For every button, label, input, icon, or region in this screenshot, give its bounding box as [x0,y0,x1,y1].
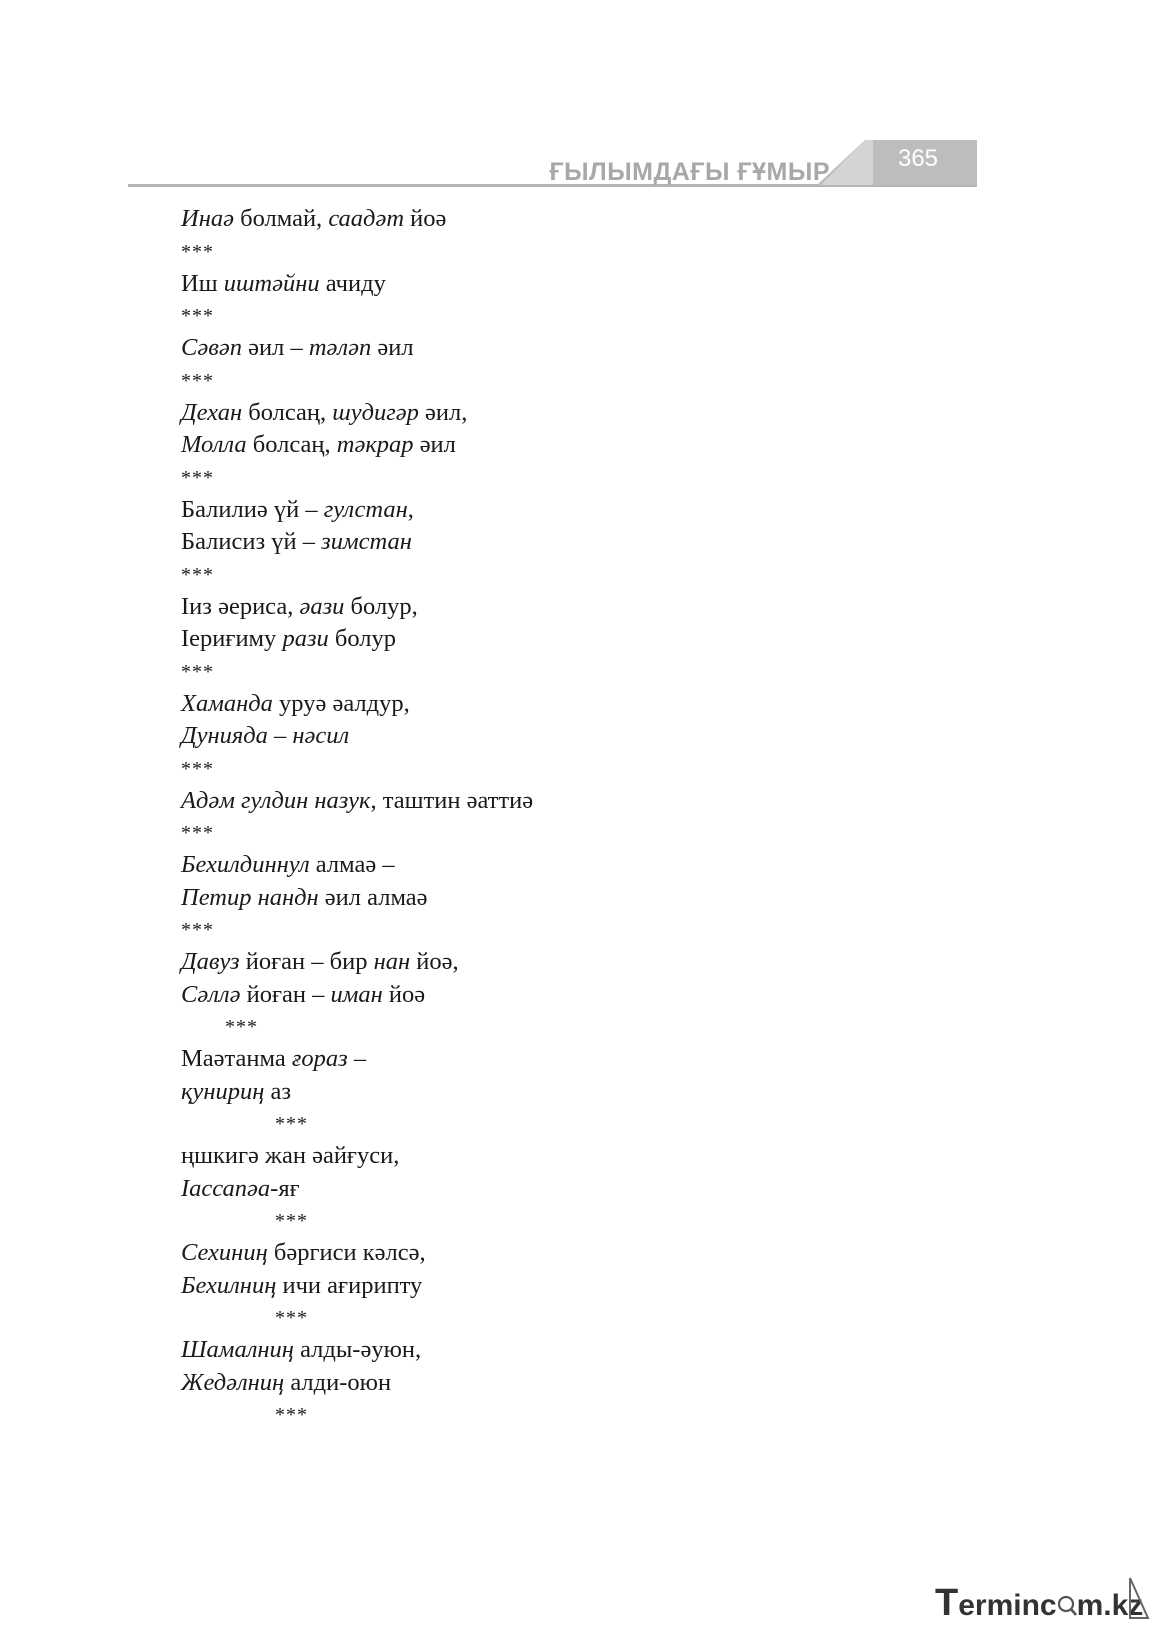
separator-stars: *** [275,1210,308,1232]
text-run: , таштин әаттиә [370,786,534,814]
proverb-line [181,979,1001,1012]
italic-word: Іассапәа [181,1174,271,1202]
separator-stars: *** [275,1113,308,1135]
separator-stars: *** [181,757,214,780]
text-run: болур, [344,592,418,620]
italic-word: Жедәлниң [181,1368,285,1396]
text-run: әил [371,334,414,361]
text-run: ңшкигә жан әайғуси, [181,1142,400,1169]
proverb-line [181,591,1001,624]
italic-word: иштәйни [223,269,320,297]
proverb-line [181,1367,1001,1400]
proverb-line [181,623,1001,656]
italic-word: рази [282,625,329,652]
sail-icon [1110,1576,1150,1620]
italic-word: зимстан [321,528,412,555]
proverb-list [181,203,1001,1431]
text-run: Маәтанма [181,1045,292,1072]
text-run: Иш [181,269,224,297]
text-run: әил алмаә [318,883,428,911]
proverb-line [181,397,1001,430]
italic-word: ғораз – [291,1045,367,1072]
italic-word: әази [299,592,345,620]
italic-word: нан [373,948,411,975]
italic-word: гулстан [323,495,408,523]
separator-stars: *** [275,1404,308,1426]
proverb-line [181,720,1001,753]
proverb-line [181,1270,1001,1303]
separator-stars: *** [181,822,214,844]
proverb-line [181,946,1001,979]
italic-word: тәкрар [336,431,414,458]
proverb-line [181,332,1001,365]
separator-stars: *** [181,369,214,392]
italic-word: Инаә [181,205,234,232]
italic-word: Сәвәп [181,334,242,361]
text-run: ачиду [319,269,386,297]
text-run: әил, [418,398,468,426]
text-run: аз [264,1077,292,1105]
separator-stars: *** [181,919,214,941]
italic-word: Шамалниң [181,1336,294,1363]
text-run: алды-әуюн, [293,1336,422,1363]
proverb-line [181,1076,1001,1109]
text-run: йоә [404,205,447,232]
proverb-line [181,785,1001,818]
italic-word: Дунияда – нәсил [181,722,350,749]
termincom-watermark [935,1582,1150,1626]
separator-stars: *** [181,466,214,489]
watermark-after: m.kz [1076,1589,1144,1622]
text-run: йоә [382,980,426,1008]
text-run: Балилиә үй – [181,495,324,523]
italic-word: қунириң [181,1077,265,1105]
italic-word: шудигәр [332,398,419,426]
text-run: Балисиз үй – [181,528,322,555]
italic-word: Хаманда [181,689,273,717]
italic-word: тәләп [308,334,372,361]
italic-word: Бехилниң [181,1271,277,1299]
text-run: болур [328,625,396,652]
proverb-line [181,526,1001,559]
proverb-line [181,494,1001,527]
text-run: алди-оюн [284,1368,392,1396]
italic-word: Бехилдиннул [181,851,310,878]
text-run: бәргиси кәлсә, [267,1239,426,1266]
proverb-line [181,1334,1001,1367]
magnifier-icon [1057,1591,1077,1611]
text-run: болсаң, [242,398,333,426]
text-run: , [407,495,414,523]
proverb-line [181,688,1001,721]
text-run: болсаң, [246,431,337,458]
separator-stars: *** [181,660,214,683]
text-run: йоған – бир [239,948,374,975]
proverb-line [181,1173,1001,1206]
separator-stars: *** [181,240,214,263]
italic-word: Петир нандн [181,883,319,911]
header-title: ҒЫЛЫМДАҒЫ ҒҰМЫР [549,158,830,186]
proverb-line [181,1043,1001,1076]
proverb-line [181,1237,1001,1270]
text-run: йоған – [240,980,331,1008]
proverb-line [181,268,1001,301]
italic-word: Сехиниң [181,1239,268,1266]
italic-word: Давуз [181,948,240,975]
text-run: әил [413,431,456,458]
italic-word: Сәллә [181,980,241,1008]
separator-stars: *** [225,1016,258,1038]
proverb-line [181,429,1001,462]
text-run: ичи ағирипту [276,1271,423,1299]
italic-word: Молла [181,431,247,458]
separator-stars: *** [275,1307,308,1329]
proverb-line [181,849,1001,882]
separator-stars: *** [181,305,214,327]
text-run: болмай, [233,205,329,232]
italic-word: Адәм гулдин назук [181,786,371,814]
text-run: Іериғиму [181,625,283,652]
text-run: йоә, [410,948,459,975]
proverb-line [181,203,1001,236]
italic-word: саадәт [328,205,405,232]
text-run: -яғ [270,1174,300,1202]
watermark-t: T [935,1582,959,1624]
italic-word: Дехан [181,398,243,426]
text-run: уруә әалдур, [272,689,410,717]
proverb-line [181,882,1001,915]
italic-word: иман [330,980,383,1008]
text-run: Іиз әериса, [181,592,300,620]
text-run: алмаә – [309,851,395,878]
separator-stars: *** [181,563,214,586]
page-number-tab [817,140,977,185]
running-header [128,140,977,188]
watermark-mid: erminc [958,1589,1057,1622]
page-number: 365 [897,145,939,172]
text-run: әил – [241,334,309,361]
proverb-line [181,1140,1001,1173]
